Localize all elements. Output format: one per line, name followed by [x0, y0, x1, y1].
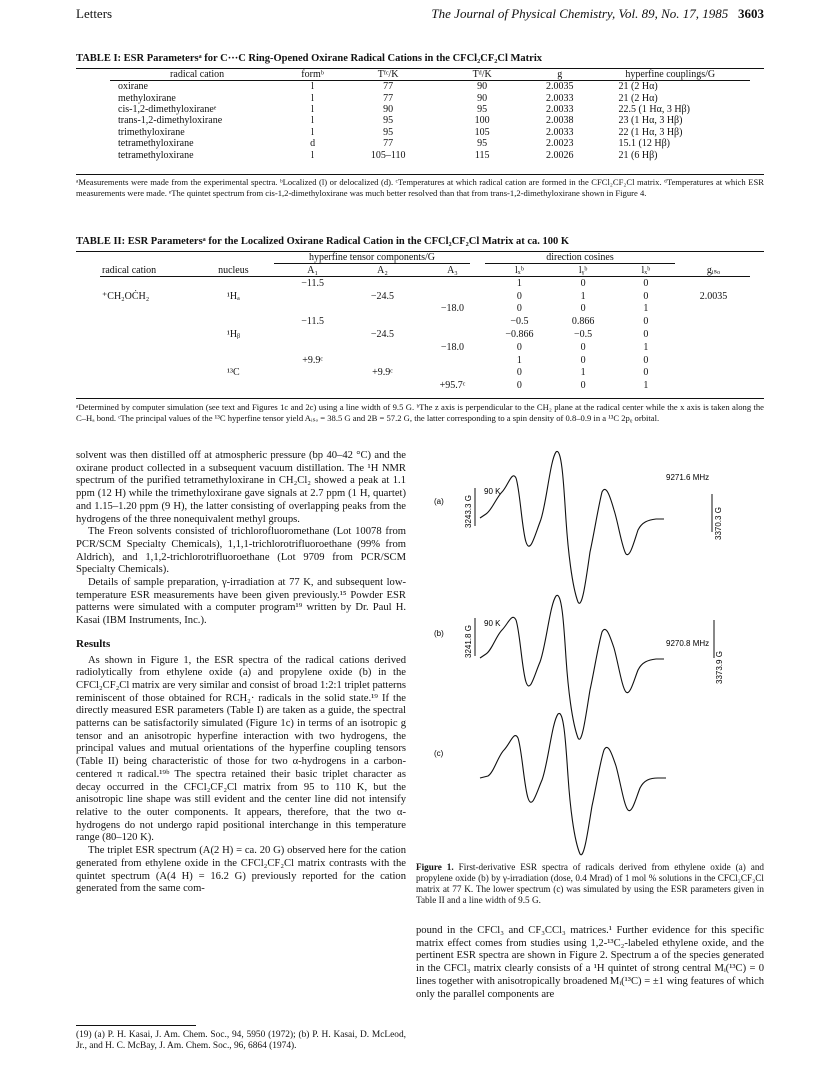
- table2-cell: 0: [516, 290, 522, 302]
- table2-cell: [417, 328, 487, 341]
- figure-b-field-right: 3373.9 G: [715, 651, 724, 684]
- figure-1-caption: [416, 862, 764, 906]
- table2-row: [100, 303, 750, 316]
- table2-cell: [100, 354, 189, 367]
- body-paragraph: As shown in Figure 1, the ESR spectra of the radical cations derived radiolytically from ethylene oxide (a) and propylene oxide (b) in the CFCl₂CF₂Cl matrix are very similar and consist of broad 1:2:1 triplet patterns reminiscent of those obtained for RCH₂· radicals in the solid state.¹⁹ If the directly measured ESR parameters (Table I) are taken as a guide, the spectral patterns can be satisfactorily simulated (Figure 1c) in terms of an isotropic g tensor and an anisotropic hyperfine interaction with two hydrogens, the principal values and mutual orientations of the hyperfine coupling tensors (Table II) being characteristic of those for two α-hydrogens in a carbon-centered π radical.¹⁹ᵇ The spectra retained their basic triplet character as decay occurred in the CFCl₂CF₂Cl matrix from 95 to 110 K, but the anisotropic line shape was still evident and the center line did not intensify relative to the outer components. It appears, therefore, that the two α-hydrogens do not undergo rapid positional interchange in this temperature range (80–120 K).: [76, 654, 406, 844]
- table1-row: [110, 115, 750, 126]
- table1-cell: l: [311, 149, 314, 161]
- table2-cell: [348, 277, 418, 290]
- table1-cell: 90: [477, 81, 488, 93]
- table2-body: [100, 277, 750, 393]
- journal-name: The Journal of Physical Chemistry, Vol. 89, No. 17, 1985: [431, 6, 729, 21]
- table2-cell: 0: [516, 367, 522, 379]
- figure-a-field-right: 3370.3 G: [714, 507, 723, 540]
- table2-cell: [677, 341, 750, 354]
- table1-cell: d: [310, 138, 316, 150]
- table2-cell: [189, 277, 278, 290]
- table2-cell: [417, 354, 487, 367]
- table2-cell: 1: [580, 290, 586, 302]
- table2-cell: [348, 354, 418, 367]
- table1-col-header: radical cation: [170, 69, 225, 80]
- table1-cell: 22.5 (1 Hα, 3 Hβ): [618, 103, 690, 115]
- spectrum-c-trace: [480, 713, 666, 854]
- table1-row: [110, 104, 750, 115]
- table2-cell: [677, 354, 750, 367]
- table2-group-header-cosines: direction cosines: [485, 252, 675, 264]
- table1-cell: 77: [383, 81, 394, 93]
- table1-footnote: ᵃMeasurements were made from the experimental spectra. ᵇLocalized (l) or delocalized (d). ᶜTemperatures at which radical cation are formed in the CFCl₂CF₂Cl matrix. ᵈTemperatures at which ESR measurements were made. ᵉThe quintet spectrum from cis-1,2-dimethyloxirane was much better resolved than that from trans-1,2-dimethyloxirane shown in Figure 4.: [76, 177, 764, 198]
- spectrum-b-trace: [480, 595, 664, 739]
- table2-cell: [189, 379, 278, 392]
- table2-cell: ¹Hᵦ: [226, 329, 240, 341]
- table1-cell: oxirane: [118, 81, 148, 93]
- table1-col-header: g: [557, 69, 563, 80]
- table2-cell: [278, 303, 348, 316]
- table1-cell: 21 (6 Hβ): [618, 149, 658, 161]
- figure-label-b: (b): [434, 629, 444, 638]
- table1-header-row: [110, 69, 750, 81]
- table1-row: [110, 149, 750, 160]
- table2-cell: 1: [580, 367, 586, 379]
- table1-cell: l: [311, 81, 314, 93]
- table2: [100, 265, 750, 392]
- table2-cell: −24.5: [370, 329, 395, 341]
- table2-cell: −11.5: [301, 277, 325, 289]
- table1-cell: l: [311, 115, 314, 127]
- table2-cell: 0: [516, 341, 522, 353]
- figure-a-temp: 90 K: [484, 487, 501, 496]
- table1-cell: trans-1,2-dimethyloxirane: [118, 115, 223, 127]
- table1-cell: 105: [474, 126, 490, 138]
- table2-cell: [677, 328, 750, 341]
- figure-label-c: (c): [434, 749, 444, 758]
- table2-col-header: radical cation: [102, 265, 157, 276]
- section-name: Letters: [76, 6, 113, 21]
- table2-col-header: A₃: [447, 265, 458, 276]
- table2-cell: 0: [516, 303, 522, 315]
- table2-cell: 0: [643, 329, 649, 341]
- table2-cell: [417, 290, 487, 303]
- right-column: [416, 925, 764, 1001]
- table2-cell: −11.5: [301, 316, 325, 328]
- table1-cell: 100: [474, 115, 490, 127]
- figure-1-caption-title: Figure 1.: [416, 862, 454, 872]
- figure-a-freq: 9271.6 MHz: [666, 473, 710, 482]
- table2-cell: 0: [580, 354, 586, 366]
- table2-cell: [278, 328, 348, 341]
- table2-cell: [348, 379, 418, 392]
- figure-b-field-left: 3241.8 G: [464, 625, 473, 658]
- table2-cell: 0: [643, 290, 649, 302]
- table2-cell: [100, 379, 189, 392]
- table2-cell: [100, 315, 189, 328]
- table2-cell: [348, 341, 418, 354]
- table1-cell: 2.0033: [545, 103, 574, 115]
- running-header: [76, 6, 764, 24]
- table1-cell: 21 (2 Hα): [618, 92, 658, 104]
- table2-cell: 1: [516, 277, 522, 289]
- table2-cell: 2.0035: [699, 290, 728, 302]
- table1-cell: 2.0033: [545, 126, 574, 138]
- table2-cell: +9.9ᶜ: [302, 354, 323, 366]
- table2-cell: ⁺CH₂OĊH₂: [102, 290, 150, 302]
- table2-cell: −0.5: [574, 329, 593, 341]
- table2-row: [100, 354, 750, 367]
- table1-row: [110, 92, 750, 103]
- table2-col-header: nucleus: [218, 265, 249, 276]
- table2-row: [100, 290, 750, 303]
- table2-cell: −18.0: [440, 303, 464, 315]
- table2-row: [100, 379, 750, 392]
- table1-bottom-rule: [76, 174, 764, 175]
- table1: [110, 69, 750, 161]
- table2-cell: [677, 315, 750, 328]
- table2-cell: +9.9ᶜ: [372, 367, 393, 379]
- figure-b-temp: 90 K: [484, 619, 501, 628]
- table2-cell: [278, 379, 348, 392]
- table1-cell: l: [311, 92, 314, 104]
- table2-cell: 0: [643, 354, 649, 366]
- table2-cell: −0.5: [510, 316, 529, 328]
- table1-cell: 95: [383, 126, 394, 138]
- body-paragraph: Details of sample preparation, γ-irradiation at 77 K, and subsequent low-temperature ESR measurements have been given previously.¹⁵ Powder ESR patterns were simulated with a computer program¹⁹ written by Dr. Paul H. Kasai (IBM Instruments, Inc.).: [76, 577, 406, 627]
- table2-col-header: lₓᵇ: [515, 265, 524, 276]
- table1-row: [110, 138, 750, 149]
- table2-cell: [677, 379, 750, 392]
- section-heading-results: Results: [76, 637, 111, 650]
- table2-cell: [348, 303, 418, 316]
- table2-row: [100, 367, 750, 380]
- table2-cell: ¹³C: [227, 367, 240, 379]
- table2-cell: [417, 277, 487, 290]
- table2-cell: 0: [580, 380, 586, 392]
- table1-cell: 2.0033: [545, 92, 574, 104]
- table2-cell: 0: [580, 303, 586, 315]
- table1-caption: TABLE I: ESR Parametersᵃ for C···C Ring-Opened Oxirane Radical Cations in the CFCl₂CF₂Cl Matrix: [76, 53, 542, 64]
- table2-cell: 1: [643, 303, 649, 315]
- table2-row: [100, 277, 750, 290]
- body-paragraph: solvent was then distilled off at atmospheric pressure (bp 40–42 °C) and the oxirane product collected in a subsequent vacuum distillation. The ¹H NMR spectrum of the purified tetramethyloxirane in CH₂Cl₂ showed a peak at 1.1 ppm (12 H) while the trimethyloxirane gave signals at 2.7 ppm (1 H, quartet) and 1.15–1.20 ppm (9 H), the latter consisting of overlapping peaks from the hydrogens of the three nonequivalent methyl groups.: [76, 450, 406, 525]
- table2-cell: 0: [580, 341, 586, 353]
- table1-cell: 22 (1 Hα, 3 Hβ): [618, 126, 683, 138]
- figure-1-spectra: [416, 450, 764, 860]
- table1-cell: 95: [477, 103, 488, 115]
- table2-cell: [189, 303, 278, 316]
- table2-cell: 0: [516, 380, 522, 392]
- table1-cell: 77: [383, 92, 394, 104]
- table1-cell: 95: [477, 138, 488, 150]
- body-paragraph: The Freon solvents consisted of trichlorofluoromethane (Lot 10078 from PCR/SCM Specialty Chemicals), 1,1,1-trichlorotrifluoroethane (99% from Aldrich), and 1,1,2-trichlorotrifluoroethane (Lot 9709 from PCR/SCM Specialty Chemicals).: [76, 526, 406, 576]
- table2-cell: 0: [643, 367, 649, 379]
- table2-footnote: ᵃDetermined by computer simulation (see text and Figures 1c and 2c) using a line width of 9.5 G. ᵇThe z axis is perpendicular to the CH₂ plane at the radical center while the x axis is taken along the C–Hₐ bond. ᶜThe principal values of the ¹³C hyperfine tensor yield Aᵢₛₒ = 38.5 G and 2B = 57.2 G, the latter corresponding to a spin density of 0.8–0.9 in a ¹³C 2pᵨ orbital.: [76, 402, 764, 423]
- table1-cell: 21 (2 Hα): [618, 81, 658, 93]
- table2-cell: [189, 315, 278, 328]
- table2-group-header-hyperfine: hyperfine tensor components/G: [274, 252, 470, 264]
- table1-cell: l: [311, 126, 314, 138]
- table2-cell: [100, 341, 189, 354]
- figure-1-caption-text: First-derivative ESR spectra of radicals derived from ethylene oxide (a) and propylene oxide (b) by γ-irradiation (dose, 0.4 Mrad) of 1 mol % solutions in the CFCl₂CF₂Cl matrix at 77 K. The lower spectrum (c) was simulated by using the ESR parameters given in Table II and a line width of 9.5 G.: [416, 862, 765, 905]
- table1-col-header: hyperfine couplings/G: [625, 69, 716, 80]
- table2-cell: [677, 303, 750, 316]
- table1-row: [110, 127, 750, 138]
- table1-cell: 2.0038: [545, 115, 574, 127]
- table2-row: [100, 341, 750, 354]
- table2-cell: 0: [643, 277, 649, 289]
- table2-cell: −0.866: [505, 329, 534, 341]
- spectrum-a-trace: [480, 451, 664, 603]
- table1-cell: trimethyloxirane: [118, 126, 185, 138]
- table2-cell: [189, 341, 278, 354]
- table2-header-row: [100, 265, 750, 277]
- table2-cell: [417, 367, 487, 380]
- figure-label-a: (a): [434, 497, 444, 506]
- table2-cell: 1: [516, 354, 522, 366]
- table1-body: [110, 81, 750, 161]
- table1-col-header: Tᶠᶜ/K: [377, 69, 399, 80]
- table1-col-header: Tᵈ/K: [472, 69, 492, 80]
- table2-cell: 0: [580, 277, 586, 289]
- table1-cell: 2.0023: [545, 138, 574, 150]
- body-paragraph: pound in the CFCl₃ and CF₃CCl₃ matrices.¹ Further evidence for this specific matrix effect comes from studies using 1,2-¹³C₂-labeled ethylene oxide, and the pertinent ESR spectra are shown in Figure 2. Spectrum a of the species generated in the CFCl₃ matrix clearly consists of a ¹H quintet of strong central Mᵢ(¹³C) = 0 lines together with anisotropically broadened Mᵢ(¹³C) = ±1 wing features of which only the parallel components are: [416, 925, 764, 1000]
- table2-cell: [189, 354, 278, 367]
- table1-cell: 2.0026: [545, 149, 574, 161]
- table2-cell: [417, 315, 487, 328]
- journal-citation: [431, 6, 764, 22]
- table1-cell: l: [311, 103, 314, 115]
- table1-cell: tetramethyloxirane: [118, 138, 194, 150]
- table1-cell: methyloxirane: [118, 92, 176, 104]
- table2-cell: [100, 277, 189, 290]
- table2-row: [100, 328, 750, 341]
- table1-cell: 115: [474, 149, 490, 161]
- table2-cell: [677, 367, 750, 380]
- table1-cell: 105–110: [370, 149, 406, 161]
- table1-cell: cis-1,2-dimethyloxiraneᵉ: [118, 103, 217, 115]
- table2-col-header: A₁: [307, 265, 318, 276]
- table2-cell: [278, 290, 348, 303]
- table2-cell: 0: [643, 316, 649, 328]
- table1-cell: 90: [477, 92, 488, 104]
- table2-cell: −24.5: [370, 290, 395, 302]
- table1-cell: 2.0035: [545, 81, 574, 93]
- table2-cell: 1: [643, 380, 649, 392]
- table2-cell: [278, 341, 348, 354]
- reference-rule: [76, 1025, 196, 1026]
- table2-cell: 1: [643, 341, 649, 353]
- table2-cell: +95.7ᶜ: [439, 380, 466, 392]
- table2-cell: [348, 315, 418, 328]
- table2-cell: ¹Hₐ: [226, 290, 240, 302]
- figure-a-field-left: 3243.3 G: [464, 495, 473, 528]
- body-paragraph: The triplet ESR spectrum (A(2 H) = ca. 20 G) observed here for the cation generated from ethylene oxide in the CFCl₂CF₂Cl matrix contrasts with the quintet spectrum (A(4 H) = 16.2 G) previously reported for the cation generated from the same com-: [76, 845, 406, 895]
- page-number: 3603: [738, 6, 764, 21]
- table2-cell: [677, 277, 750, 290]
- table2-cell: [278, 367, 348, 380]
- table1-cell: 23 (1 Hα, 3 Hβ): [618, 115, 683, 127]
- table2-bottom-rule: [76, 398, 764, 399]
- table2-cell: 0.866: [571, 316, 595, 328]
- left-column: [76, 450, 406, 896]
- table2-cell: [100, 367, 189, 380]
- table2-col-header: gᵢₛₒ: [706, 265, 721, 276]
- figure-b-freq: 9270.8 MHz: [666, 639, 710, 648]
- reference-19: (19) (a) P. H. Kasai, J. Am. Chem. Soc., 94, 5950 (1972); (b) P. H. Kasai, D. McLeod, Jr., and H. C. McBay, J. Am. Chem. Soc., 96, 6864 (1974).: [76, 1030, 406, 1051]
- table1-col-header: formᵇ: [301, 69, 324, 80]
- table1-cell: 15.1 (12 Hβ): [618, 138, 671, 150]
- table1-cell: 95: [383, 115, 394, 127]
- table2-row: [100, 315, 750, 328]
- table2-cell: [100, 303, 189, 316]
- table1-row: [110, 81, 750, 93]
- table1-cell: tetramethyloxirane: [118, 149, 194, 161]
- table2-col-header: lᵧᵇ: [578, 265, 588, 276]
- table2-cell: −18.0: [440, 341, 464, 353]
- table1-cell: 77: [383, 138, 394, 150]
- table2-cell: [100, 328, 189, 341]
- table2-caption: TABLE II: ESR Parametersᵃ for the Localized Oxirane Radical Cation in the CFCl₂CF₂Cl Matrix at ca. 100 K: [76, 236, 570, 247]
- table2-col-header: A₂: [377, 265, 388, 276]
- table2-col-header: lₓᵇ: [641, 265, 651, 276]
- table1-cell: 90: [383, 103, 394, 115]
